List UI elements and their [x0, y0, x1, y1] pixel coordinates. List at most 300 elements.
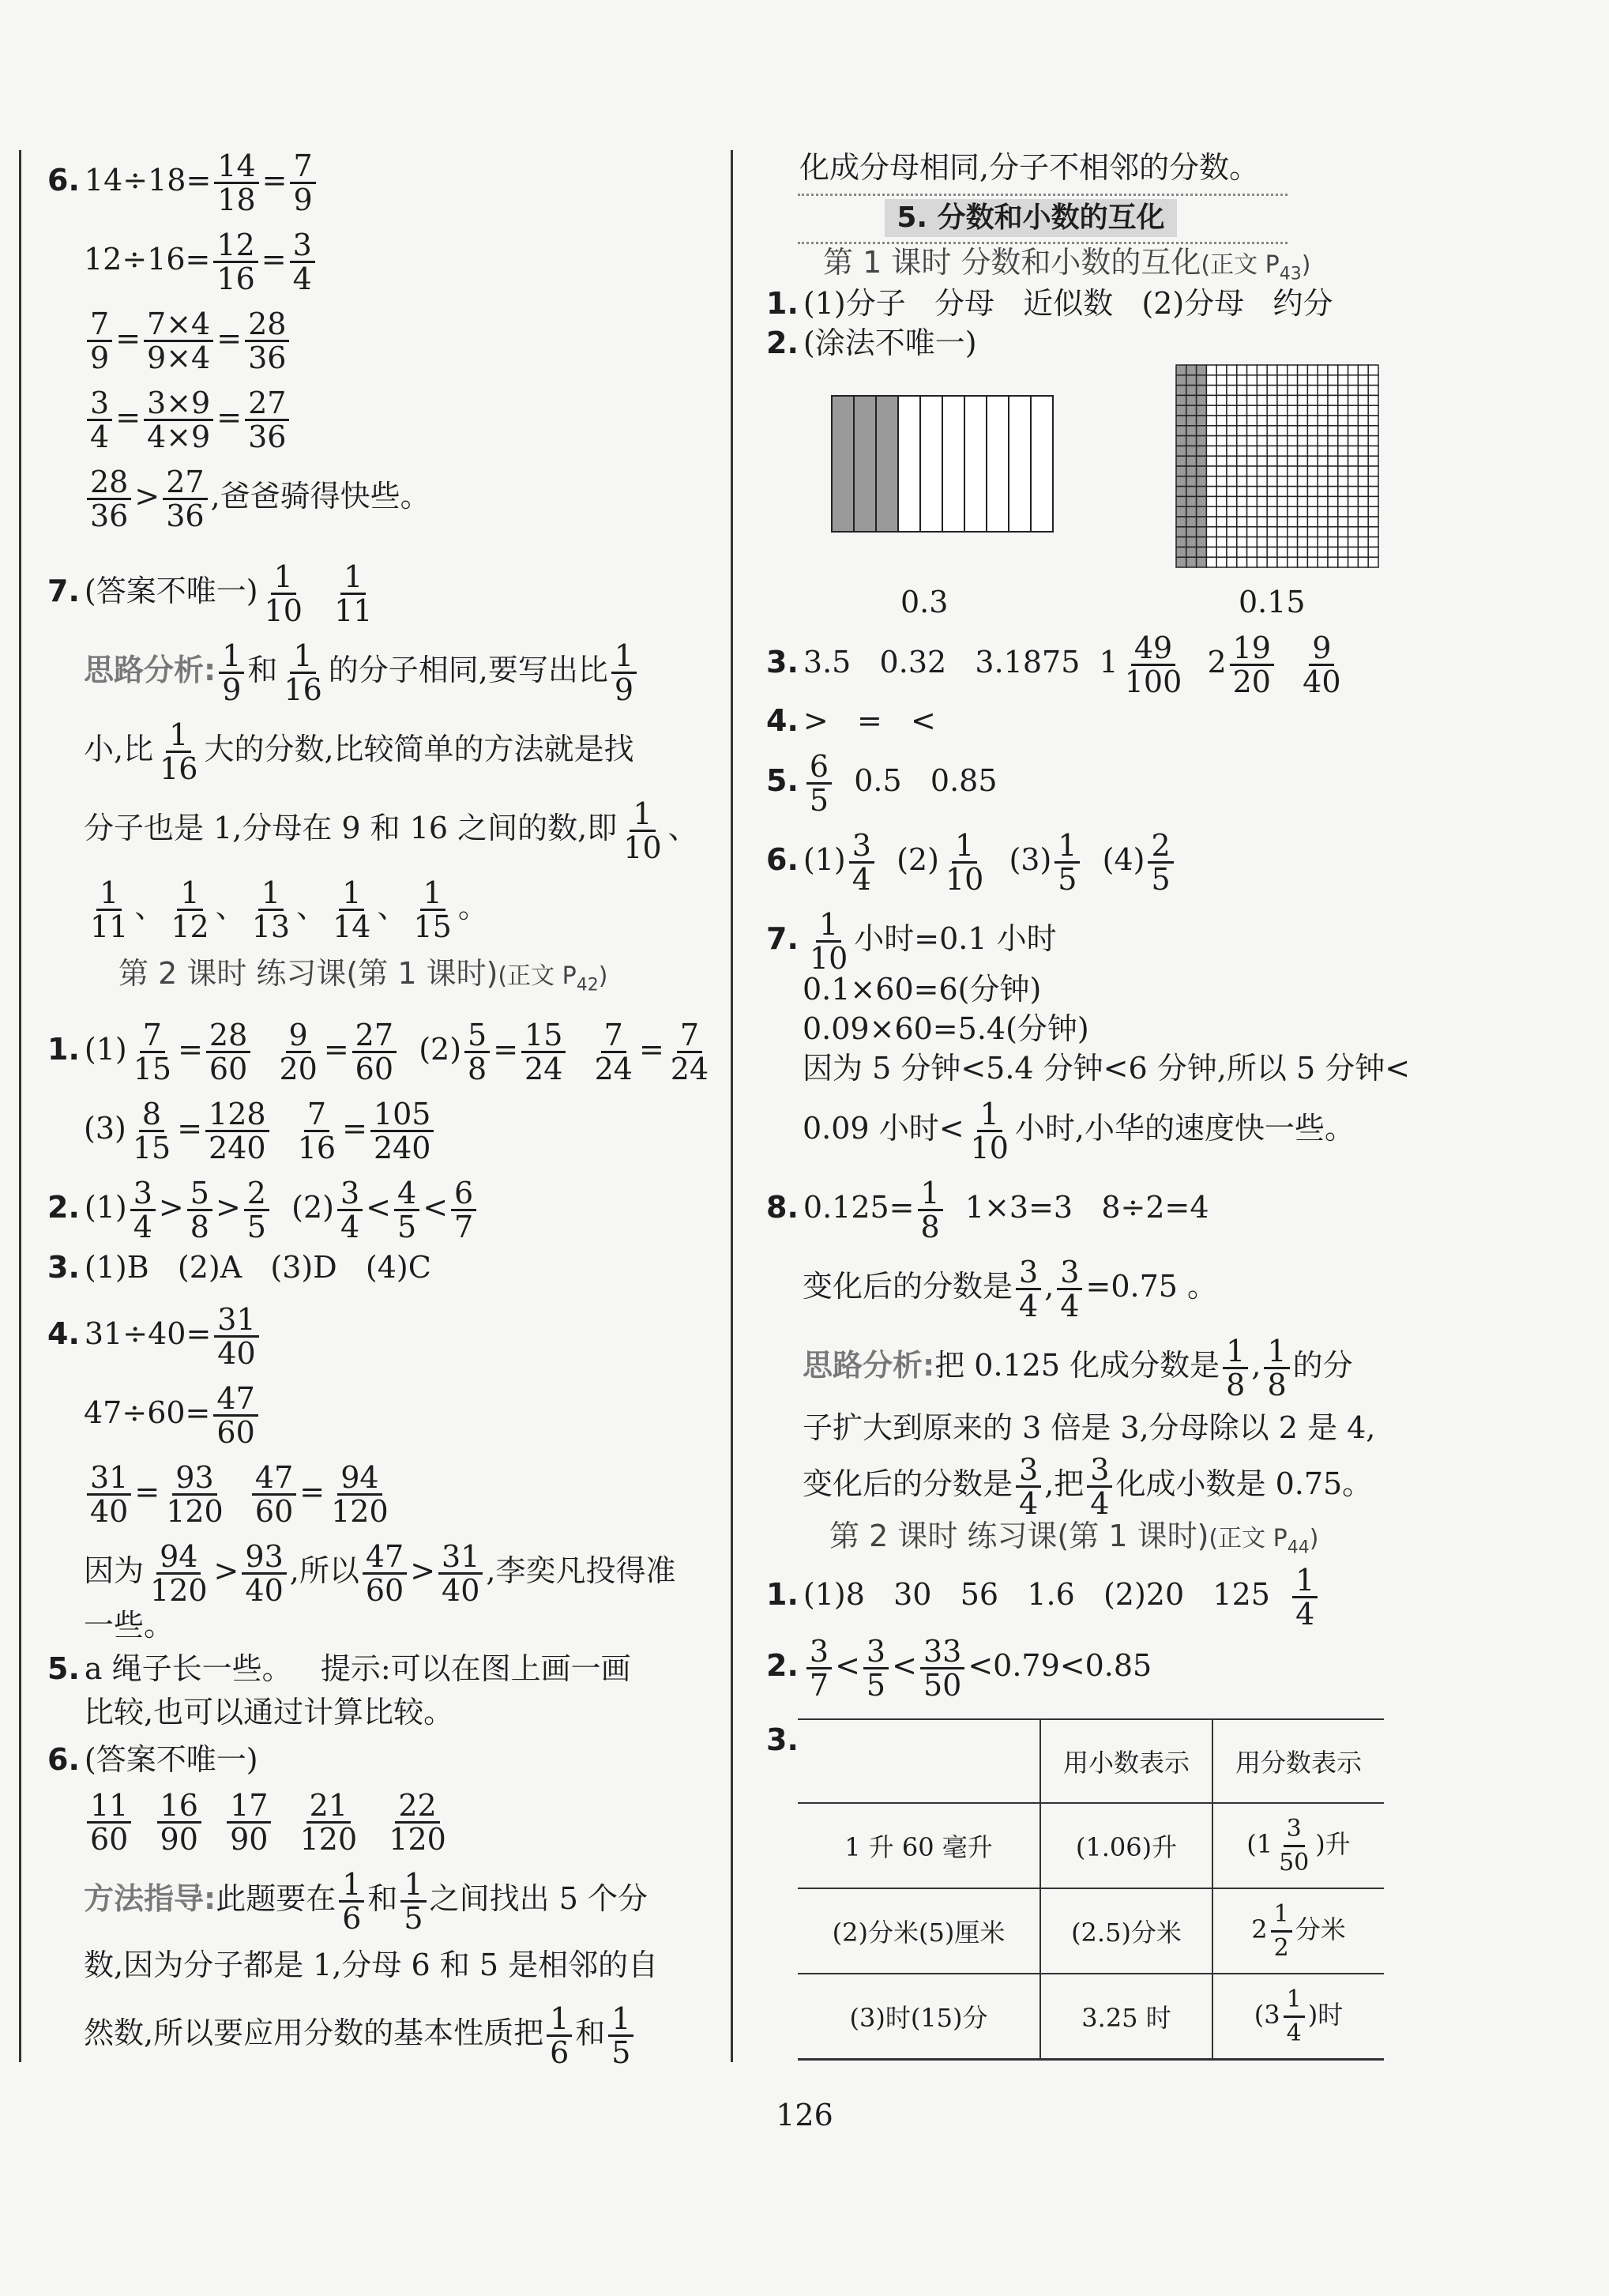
grid-cell: [1348, 375, 1359, 386]
grid-cell: [1328, 405, 1338, 416]
grid-cell: [1257, 506, 1267, 517]
grid-cell: [1227, 487, 1237, 497]
grid-cell: [1348, 496, 1359, 506]
shaded-cell: [1197, 386, 1207, 396]
grid-cell: [1237, 426, 1247, 436]
grid-cell: [1206, 405, 1216, 416]
grid-cell: [1277, 386, 1288, 396]
grid-cell: [1318, 456, 1328, 466]
grid-cell: [1288, 456, 1298, 466]
grid-cell: [1288, 506, 1298, 517]
table-header-cell: [798, 1719, 1040, 1803]
shaded-cell: [1176, 517, 1186, 527]
grid-cell: [1298, 375, 1308, 386]
dotted-rule: [798, 242, 1288, 244]
grid-cell: [1338, 466, 1348, 476]
q7-tip-line4: $\frac{1}{11}$ 、 $\frac{1}{12}$ 、 $\frac{1}{13}$ 、 $\frac{1}{14}$ 、 $\frac{1}{15}$ 。: [90, 875, 488, 944]
grid-cell: [1348, 386, 1359, 396]
p6-tip-line1: 方法指导:此题要在 $\frac{1}{6}$ 和 $\frac{1}{5}$ 之间找出 5 个分: [84, 1867, 648, 1936]
r7-line4: 因为 5 分钟<5.4 分钟<6 分钟,所以 5 分钟<: [803, 1051, 1411, 1086]
grid-cell: [1227, 375, 1237, 386]
grid-cell: [1216, 517, 1227, 527]
grid-cell: [1298, 537, 1308, 548]
grid-cell: [1338, 557, 1348, 567]
grid-cell: [1307, 466, 1318, 476]
grid-cell: [1247, 527, 1258, 537]
grid-cell: [1368, 547, 1378, 557]
shaded-cell: [1186, 476, 1197, 487]
grid-cell: [1267, 365, 1277, 375]
grid-cell: [1288, 537, 1298, 548]
grid-column: [942, 396, 964, 532]
grid-cell: [1338, 436, 1348, 446]
grid-cell: [1328, 487, 1338, 497]
grid-cell: [1298, 426, 1308, 436]
grid-cell: [1227, 537, 1237, 548]
grid-cell: [1338, 517, 1348, 527]
s3-number: 3.: [766, 1722, 799, 1757]
grid-cell: [1216, 476, 1227, 487]
grid-cell: [1338, 446, 1348, 456]
grid-cell: [1328, 537, 1338, 548]
r5-line: 5. $\frac{6}{5}$ 0.5 0.85: [766, 749, 998, 818]
grid-cell: [1318, 426, 1328, 436]
grid-cell: [1227, 557, 1237, 567]
grid-cell: [1288, 487, 1298, 497]
grid-cell: [1267, 436, 1277, 446]
grid-cell: [1257, 466, 1267, 476]
grid-cell: [1358, 446, 1368, 456]
p3-line: 3. (1)B (2)A (3)D (4)C: [47, 1250, 431, 1285]
lesson-heading: 第 2 课时 练习课(第 1 课时)(正文 $P_{42}$): [118, 956, 608, 996]
grid-column: [1031, 396, 1053, 532]
grid-cell: [1348, 436, 1359, 446]
grid-cell: [1237, 487, 1247, 497]
grid-cell: [1267, 487, 1277, 497]
grid-cell: [1267, 416, 1277, 426]
grid-cell: [1267, 537, 1277, 548]
table-header-cell: 用分数表示: [1212, 1719, 1384, 1803]
grid-cell: [1247, 386, 1258, 396]
q7-tip-line3: 分子也是 1,分母在 9 和 16 之间的数,即 $\frac{1}{10}$ 、: [84, 796, 698, 865]
shaded-cell: [1186, 405, 1197, 416]
grid-cell: [1307, 506, 1318, 517]
column-divider: [731, 150, 733, 2062]
grid-cell: [1277, 506, 1288, 517]
grid-cell: [1368, 506, 1378, 517]
shaded-cell: [1186, 547, 1197, 557]
r8-tip-line3: 变化后的分数是 $\frac{3}{4}$ ,把 $\frac{3}{4}$ 化成小数是 0.75。: [803, 1452, 1373, 1521]
grid-cell: [1267, 426, 1277, 436]
grid-cell: [1206, 517, 1216, 527]
shaded-cell: [1186, 537, 1197, 548]
grid-cell: [1227, 386, 1237, 396]
grid-cell: [1277, 527, 1288, 537]
grid-cell: [1348, 446, 1359, 456]
grid-cell: [1216, 395, 1227, 405]
grid-cell: [1298, 527, 1308, 537]
grid-cell: [1307, 496, 1318, 506]
shaded-cell: [1197, 466, 1207, 476]
grid-cell: [1338, 405, 1348, 416]
question-number: 6.: [47, 163, 80, 198]
grid-cell: [1257, 386, 1267, 396]
grid-cell: [1358, 547, 1368, 557]
grid-cell: [1247, 426, 1258, 436]
shaded-cell: [1197, 487, 1207, 497]
q7-tip-line1: 思路分析: $\frac{1}{9}$ 和 $\frac{1}{16}$ 的分子相同,要写出比 $\frac{1}{9}$: [47, 640, 640, 706]
grid-cell: [1247, 506, 1258, 517]
grid-cell: [1247, 446, 1258, 456]
grid-cell: [1318, 405, 1328, 416]
grid-cell: [1237, 365, 1247, 375]
p5-line2: 比较,也可以通过计算比较。: [84, 1695, 454, 1730]
shaded-cell: [1186, 426, 1197, 436]
grid-cell: [1227, 436, 1237, 446]
grid-cell: [1348, 466, 1359, 476]
grid-cell: [1298, 496, 1308, 506]
grid-cell: [1257, 517, 1267, 527]
grid-cell: [1206, 557, 1216, 567]
grid-cell: [1277, 466, 1288, 476]
grid-cell: [1348, 365, 1359, 375]
grid-cell: [1307, 386, 1318, 396]
conversion-table: [798, 1718, 1384, 2061]
grid-cell: [1318, 365, 1328, 375]
grid-cell: [1368, 436, 1378, 446]
grid-cell: [1277, 446, 1288, 456]
grid-cell: [1277, 436, 1288, 446]
grid-cell: [1237, 527, 1247, 537]
grid-cell: [1348, 527, 1359, 537]
shaded-cell: [1186, 557, 1197, 567]
grid-cell: [1206, 487, 1216, 497]
r2-line: 2. (涂法不唯一): [766, 326, 977, 360]
p4-line4: 因为 $\frac{94}{120}$ > $\frac{93}{40}$ ,所以 $\frac{47}{60}$ > $\frac{31}{40}$ ,李奕凡投得准: [84, 1539, 676, 1608]
grid-cell: [1267, 446, 1277, 456]
grid-cell: [1298, 476, 1308, 487]
p6-tip-line3: 然数,所以要应用分数的基本性质把 $\frac{1}{6}$ 和 $\frac{1}{5}$: [47, 2003, 637, 2068]
grid-cell: [1358, 375, 1368, 386]
grid-cell: [1298, 446, 1308, 456]
grid-cell: [1348, 557, 1359, 567]
grid-cell: [1216, 456, 1227, 466]
grid-cell: [1307, 537, 1318, 548]
grid-cell: [1247, 405, 1258, 416]
grid-cell: [1307, 395, 1318, 405]
table-row: [798, 1888, 1384, 1974]
grid-cell: [1318, 527, 1328, 537]
grid-cell: [1368, 496, 1378, 506]
grid-cell: [1338, 386, 1348, 396]
grid-cell: [1288, 395, 1298, 405]
grid-cell: [1288, 426, 1298, 436]
grid-cell: [1307, 487, 1318, 497]
shaded-cell: [1186, 456, 1197, 466]
grid-cell: [1307, 416, 1318, 426]
shaded-column: [854, 396, 876, 532]
grid-cell: [1227, 416, 1237, 426]
grid-cell: [1318, 416, 1328, 426]
grid-cell: [1358, 527, 1368, 537]
grid-cell: [1206, 365, 1216, 375]
r7-line2: 0.1×60=6(分钟): [803, 972, 1042, 1007]
grid-cell: [1338, 416, 1348, 426]
grid-cell: [1206, 547, 1216, 557]
grid-cell: [1277, 496, 1288, 506]
grid-cell: [1227, 527, 1237, 537]
grid-cell: [1227, 466, 1237, 476]
r3-line: 3. 3.5 0.32 3.1875 1 $\frac{49}{100}$ 2 $\frac{19}{20}$ $\frac{9}{40}$: [766, 630, 1341, 699]
grid-cell: [1257, 496, 1267, 506]
shaded-cell: [1176, 537, 1186, 548]
grid-cell: [1247, 466, 1258, 476]
shaded-cell: [1197, 395, 1207, 405]
grid-cell: [1358, 496, 1368, 506]
grid-cell: [1298, 506, 1308, 517]
grid-cell: [1328, 436, 1338, 446]
shaded-cell: [1176, 426, 1186, 436]
grid-cell: [1216, 386, 1227, 396]
grid-cell: [1288, 476, 1298, 487]
grid-cell: [1318, 496, 1328, 506]
grid-cell: [1206, 466, 1216, 476]
grid-cell: [1298, 557, 1308, 567]
grid-cell: [1328, 365, 1338, 375]
grid-cell: [1288, 365, 1298, 375]
grid-cell: [1348, 506, 1359, 517]
table-header-cell: 用小数表示: [1040, 1719, 1212, 1803]
grid-cell: [1368, 365, 1378, 375]
grid-cell: [1247, 436, 1258, 446]
grid-cell: [1237, 496, 1247, 506]
grid-cell: [1227, 506, 1237, 517]
shaded-cell: [1197, 365, 1207, 375]
shaded-cell: [1186, 517, 1197, 527]
grid-cell: [1318, 386, 1328, 396]
shaded-cell: [1176, 506, 1186, 517]
grid-cell: [1318, 395, 1328, 405]
grid-cell: [1247, 476, 1258, 487]
grid-cell: [1277, 487, 1288, 497]
grid-cell: [1368, 395, 1378, 405]
page-number: 126: [776, 2098, 833, 2132]
grid-cell: [1358, 386, 1368, 396]
grid-cell: [1328, 456, 1338, 466]
grid-cell: [1358, 506, 1368, 517]
fraction: $\frac{7}{9}$: [290, 150, 315, 216]
shaded-cell: [1186, 446, 1197, 456]
p4-line5: 一些。: [84, 1608, 175, 1643]
grid-cell: [1358, 365, 1368, 375]
grid2-caption: 0.15: [1239, 585, 1306, 619]
grid-cell: [1307, 426, 1318, 436]
grid-cell: [1237, 405, 1247, 416]
grid-cell: [1348, 487, 1359, 497]
table-cell: (2.5)分米: [1040, 1888, 1212, 1974]
grid-cell: [1277, 456, 1288, 466]
shaded-cell: [1176, 416, 1186, 426]
grid-cell: [1298, 436, 1308, 446]
grid-cell: [1328, 476, 1338, 487]
grid-cell: [1288, 416, 1298, 426]
grid-cell: [1277, 375, 1288, 386]
grid-cell: [1216, 365, 1227, 375]
shaded-cell: [1176, 547, 1186, 557]
grid-cell: [1237, 517, 1247, 527]
q7-tip-line2: 小,比 $\frac{1}{16}$ 大的分数,比较简单的方法就是找: [84, 717, 634, 786]
grid-cell: [1358, 487, 1368, 497]
shaded-cell: [1176, 476, 1186, 487]
grid-cell: [1267, 547, 1277, 557]
grid-cell: [1237, 547, 1247, 557]
q6-line2: 12÷16= $\frac{12}{16}$ = $\frac{3}{4}$: [47, 229, 318, 295]
grid-cell: [1328, 466, 1338, 476]
shaded-cell: [1176, 487, 1186, 497]
shaded-cell: [1186, 365, 1197, 375]
grid-cell: [1368, 375, 1378, 386]
grid-cell: [1298, 386, 1308, 396]
grid-cell: [1338, 395, 1348, 405]
grid-cell: [1277, 365, 1288, 375]
grid-cell: [1257, 426, 1267, 436]
q6-line3: $\frac{7}{9}$ = $\frac{7\times 4}{9\times 4}$ = $\frac{28}{36}$: [47, 308, 292, 374]
r6-line: 6. (1) $\frac{3}{4}$ (2) $\frac{1}{10}$ (3) $\frac{1}{5}$ (4) $\frac{2}{5}$: [766, 830, 1177, 895]
grid-cell: [1257, 416, 1267, 426]
tip-label: 方法指导:: [84, 1881, 216, 1916]
r1-line: 1. (1)分子 分母 近似数 (2)分母 约分: [766, 286, 1333, 321]
shaded-cell: [1186, 375, 1197, 386]
shaded-strip-grid: [829, 393, 1055, 534]
grid-cell: [1307, 436, 1318, 446]
grid-cell: [1288, 557, 1298, 567]
grid-cell: [1247, 496, 1258, 506]
grid-cell: [1348, 395, 1359, 405]
grid-cell: [1307, 365, 1318, 375]
grid-cell: [1267, 395, 1277, 405]
grid-cell: [1318, 466, 1328, 476]
grid-cell: [1368, 527, 1378, 537]
grid-cell: [1257, 395, 1267, 405]
r8-tip-line2: 子扩大到原来的 3 倍是 3,分母除以 2 是 4,: [803, 1410, 1376, 1445]
grid-cell: [1348, 517, 1359, 527]
grid-cell: [1257, 405, 1267, 416]
grid-cell: [1247, 547, 1258, 557]
p4-line1: 4. 31÷40= $\frac{31}{40}$: [47, 1304, 262, 1369]
dotted-rule: [798, 194, 1288, 196]
grid-cell: [1257, 487, 1267, 497]
grid-cell: [1288, 547, 1298, 557]
grid-cell: [1318, 557, 1328, 567]
grid-cell: [1206, 386, 1216, 396]
table-cell: 3.25 时: [1040, 1974, 1212, 2060]
grid-cell: [1338, 426, 1348, 436]
p4-line2: 47÷60= $\frac{47}{60}$: [47, 1383, 261, 1448]
grid-cell: [1257, 365, 1267, 375]
grid-cell: [1348, 537, 1359, 548]
grid-cell: [1328, 395, 1338, 405]
grid-cell: [1318, 375, 1328, 386]
grid-cell: [1307, 476, 1318, 487]
grid-cell: [1216, 416, 1227, 426]
shaded-cell: [1197, 476, 1207, 487]
grid-cell: [1288, 436, 1298, 446]
shaded-cell: [1176, 436, 1186, 446]
grid-cell: [1368, 386, 1378, 396]
grid-cell: [1216, 405, 1227, 416]
shaded-cell: [1186, 487, 1197, 497]
lesson-heading: 第 2 课时 练习课(第 1 课时)(正文 $P_{44}$): [829, 1519, 1319, 1558]
shaded-cell: [1197, 547, 1207, 557]
grid-cell: [1267, 386, 1277, 396]
shaded-cell: [1176, 446, 1186, 456]
q6-line4: $\frac{3}{4}$ = $\frac{3\times 9}{4\times 9}$ = $\frac{27}{36}$: [47, 387, 292, 453]
grid-cell: [1216, 446, 1227, 456]
grid-cell: [1307, 405, 1318, 416]
grid-cell: [1257, 375, 1267, 386]
grid-column: [987, 396, 1009, 532]
grid-cell: [1288, 375, 1298, 386]
grid-cell: [1338, 537, 1348, 548]
grid-cell: [1247, 375, 1258, 386]
grid-cell: [1277, 547, 1288, 557]
grid-column: [920, 396, 942, 532]
grid-cell: [1298, 547, 1308, 557]
shaded-column: [832, 396, 854, 532]
p4-line3: $\frac{31}{40}$ = $\frac{93}{120}$ $\frac{47}{60}$ = $\frac{94}{120}$: [47, 1462, 395, 1527]
grid-cell: [1216, 557, 1227, 567]
grid-cell: [1257, 537, 1267, 548]
grid-cell: [1298, 517, 1308, 527]
grid-cell: [1288, 446, 1298, 456]
grid-cell: [1267, 476, 1277, 487]
grid-cell: [1216, 537, 1227, 548]
grid-cell: [1298, 456, 1308, 466]
grid-cell: [1288, 496, 1298, 506]
grid-cell: [1288, 466, 1298, 476]
grid-cell: [1227, 547, 1237, 557]
grid-cell: [1358, 476, 1368, 487]
table-cell: 1 升 60 毫升: [798, 1803, 1040, 1888]
grid-cell: [1298, 365, 1308, 375]
grid-cell: [1237, 436, 1247, 446]
grid-cell: [1267, 375, 1277, 386]
shaded-cell: [1197, 496, 1207, 506]
grid-cell: [1277, 416, 1288, 426]
section-title: 5. 分数和小数的互化: [885, 199, 1177, 237]
shaded-cell: [1186, 395, 1197, 405]
shaded-cell: [1176, 386, 1186, 396]
grid-cell: [1348, 456, 1359, 466]
grid-cell: [1206, 395, 1216, 405]
grid-cell: [1358, 426, 1368, 436]
r8-line2: 变化后的分数是 $\frac{3}{4}$ , $\frac{3}{4}$ =0.75 。: [803, 1255, 1218, 1323]
grid-cell: [1216, 426, 1227, 436]
grid-cell: [1227, 496, 1237, 506]
shaded-cell: [1186, 416, 1197, 426]
p2-line: 2. (1) $\frac{3}{4}$ > $\frac{5}{8}$ > $\frac{2}{5}$ (2) $\frac{3}{4}$ < $\frac{4}{5}$ < $\frac{6}{7}$: [47, 1177, 479, 1243]
grid-cell: [1368, 416, 1378, 426]
grid-cell: [1227, 426, 1237, 436]
grid-cell: [1358, 405, 1368, 416]
grid-cell: [1206, 496, 1216, 506]
grid-cell: [1257, 547, 1267, 557]
grid-cell: [1216, 375, 1227, 386]
grid-cell: [1328, 446, 1338, 456]
grid-cell: [1307, 547, 1318, 557]
left-margin-rule: [19, 150, 21, 2062]
q6-line1: 6. 14÷18= $\frac{14}{18}$ = $\frac{7}{9}$: [47, 150, 319, 216]
